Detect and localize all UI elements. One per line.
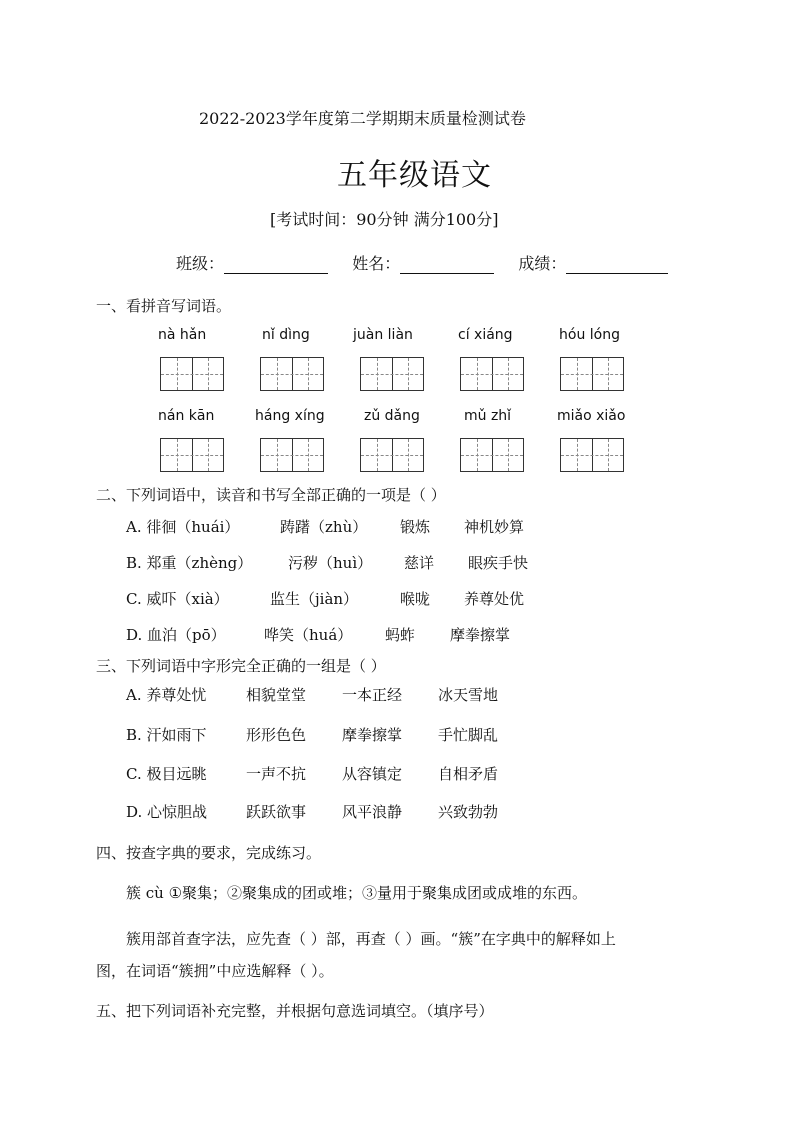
- dictionary-entry: 簇 cù ①聚集；②聚集成的团或堆；③量用于聚集成团或成堆的东西。: [126, 884, 588, 902]
- q4-title: 四、按查字典的要求，完成练习。: [96, 844, 322, 862]
- option-text: B. 汗如雨下: [126, 726, 207, 744]
- option-text: 兴致勃勃: [438, 803, 499, 821]
- score-label: 成绩：: [518, 254, 567, 273]
- class-blank[interactable]: [224, 257, 328, 274]
- writing-grid[interactable]: [360, 357, 424, 391]
- option-text: 冰天雪地: [438, 686, 499, 704]
- writing-grid[interactable]: [460, 357, 524, 391]
- name-label: 姓名：: [352, 254, 401, 273]
- option-text: 自相矛盾: [438, 765, 499, 783]
- pinyin-label: miǎo xiǎo: [557, 408, 626, 424]
- option-text: 摩拳擦掌: [342, 726, 403, 744]
- option-text: 眼疾手快: [468, 554, 529, 572]
- writing-grid[interactable]: [560, 438, 624, 472]
- option-text: 神机妙算: [464, 518, 525, 536]
- writing-grid[interactable]: [360, 438, 424, 472]
- option-text: 污秽（huì）: [288, 554, 373, 572]
- option-text: B. 郑重（zhèng）: [126, 554, 253, 572]
- option-text: 锻炼: [400, 518, 431, 536]
- pinyin-label: háng xíng: [255, 408, 325, 424]
- writing-grid[interactable]: [260, 438, 324, 472]
- option-text: 一本正经: [342, 686, 403, 704]
- option-text: D. 心惊胆战: [126, 803, 208, 821]
- pinyin-label: cí xiáng: [458, 327, 513, 343]
- student-info-row: [176, 251, 668, 274]
- option-text: A. 徘徊（huái）: [126, 518, 240, 536]
- q1-title: 一、看拼音写词语。: [96, 297, 232, 315]
- exam-meta: [考试时间：90分钟 满分100分]: [270, 210, 499, 229]
- option-text: 养尊处优: [464, 590, 525, 608]
- option-text: 从容镇定: [342, 765, 403, 783]
- option-text: 跃跃欲事: [246, 803, 307, 821]
- option-text: 蚂蚱: [385, 626, 416, 644]
- pinyin-label: nǐ dìng: [262, 327, 310, 343]
- pinyin-label: hóu lóng: [559, 327, 620, 343]
- option-text: 喉咙: [400, 590, 431, 608]
- option-text: A. 养尊处忧: [126, 686, 207, 704]
- option-text: 摩拳擦掌: [450, 626, 511, 644]
- writing-grid[interactable]: [260, 357, 324, 391]
- pinyin-label: nán kān: [158, 408, 215, 424]
- q4-paragraph-line1: 簇用部首查字法，应先查（ ）部，再查（ ）画。“簇”在字典中的解释如上: [126, 930, 616, 948]
- option-text: 一声不抗: [246, 765, 307, 783]
- writing-grid[interactable]: [160, 357, 224, 391]
- q5-title: 五、把下列词语补充完整，并根据句意选词填空。（填序号）: [96, 1002, 494, 1020]
- q3-title: 三、下列词语中字形完全正确的一组是（ ）: [96, 657, 386, 675]
- option-text: 哗笑（huá）: [264, 626, 353, 644]
- score-blank[interactable]: [566, 257, 668, 274]
- option-text: 监生（jiàn）: [270, 590, 359, 608]
- option-text: C. 威吓（xià）: [126, 590, 229, 608]
- exam-title: 2022-2023学年度第二学期期末质量检测试卷: [199, 109, 526, 128]
- option-text: D. 血泊（pō）: [126, 626, 226, 644]
- option-text: 慈详: [404, 554, 435, 572]
- q4-paragraph-line2: 图，在词语“簇拥”中应选解释（ ）。: [96, 962, 334, 980]
- option-text: 风平浪静: [342, 803, 403, 821]
- option-text: 形形色色: [246, 726, 307, 744]
- class-label: 班级：: [176, 254, 225, 273]
- name-blank[interactable]: [400, 257, 494, 274]
- pinyin-label: nà hǎn: [158, 327, 207, 343]
- writing-grid[interactable]: [160, 438, 224, 472]
- subject-title: 五年级语文: [337, 158, 492, 193]
- option-text: C. 极目远眺: [126, 765, 207, 783]
- option-text: 手忙脚乱: [438, 726, 499, 744]
- writing-grid[interactable]: [460, 438, 524, 472]
- pinyin-label: zǔ dǎng: [364, 408, 420, 424]
- option-text: 踌躇（zhù）: [280, 518, 368, 536]
- pinyin-label: mǔ zhǐ: [464, 408, 512, 424]
- writing-grid[interactable]: [560, 357, 624, 391]
- option-text: 相貌堂堂: [246, 686, 307, 704]
- pinyin-label: juàn liàn: [353, 327, 413, 343]
- q2-title: 二、下列词语中，读音和书写全部正确的一项是（ ）: [96, 486, 446, 504]
